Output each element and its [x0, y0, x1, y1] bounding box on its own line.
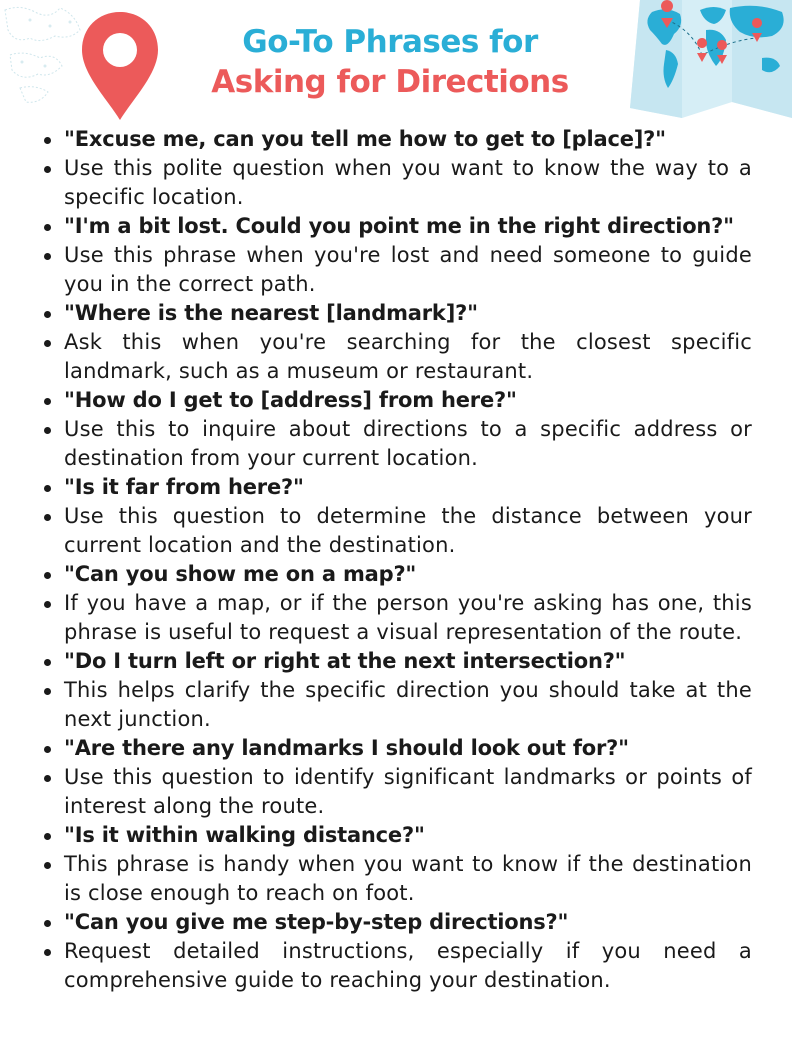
title-line-1: Go-To Phrases for [242, 24, 538, 60]
phrase-item [40, 908, 752, 937]
bullet-icon [44, 572, 51, 579]
phrase-item [40, 299, 752, 328]
phrase-text: "Can you show me on a map?" [64, 562, 417, 586]
description-text: Request detailed instructions, especially if you need a comprehensive guide to reaching your destination. [64, 939, 752, 992]
phrase-text: "How do I get to [address] from here?" [64, 388, 517, 412]
phrase-item [40, 386, 752, 415]
phrase-item [40, 212, 752, 241]
description-text: Use this to inquire about directions to a specific address or destination from your current location. [64, 417, 752, 470]
bullet-icon [44, 253, 51, 260]
description-text: Use this question to identify significant landmarks or points of interest along the route. [64, 765, 752, 818]
description-item [40, 589, 752, 647]
description-text: Use this phrase when you're lost and need someone to guide you in the correct path. [64, 243, 752, 296]
description-item [40, 415, 752, 473]
bullet-icon [44, 659, 51, 666]
phrase-item [40, 473, 752, 502]
bullet-icon [44, 398, 51, 405]
phrase-text: "I'm a bit lost. Could you point me in the right direction?" [64, 214, 734, 238]
bullet-icon [44, 775, 51, 782]
world-map-icon [622, 0, 792, 125]
description-text: If you have a map, or if the person you're asking has one, this phrase is useful to request a visual representation of the route. [64, 591, 752, 644]
phrase-item [40, 647, 752, 676]
bullet-icon [44, 601, 51, 608]
phrase-text: "Can you give me step-by-step directions?" [64, 910, 569, 934]
bullet-icon [44, 166, 51, 173]
phrase-text: "Do I turn left or right at the next intersection?" [64, 649, 626, 673]
phrase-item [40, 821, 752, 850]
bullet-icon [44, 224, 51, 231]
bullet-icon [44, 340, 51, 347]
bullet-icon [44, 949, 51, 956]
description-item [40, 676, 752, 734]
description-item [40, 154, 752, 212]
description-item [40, 937, 752, 995]
phrase-list [40, 125, 752, 995]
bullet-icon [44, 688, 51, 695]
description-item [40, 850, 752, 908]
description-item [40, 763, 752, 821]
description-item [40, 502, 752, 560]
bullet-icon [44, 920, 51, 927]
phrase-text: "Excuse me, can you tell me how to get to [place]?" [64, 127, 666, 151]
bullet-icon [44, 833, 51, 840]
bullet-icon [44, 862, 51, 869]
description-text: Use this question to determine the distance between your current location and the destination. [64, 504, 752, 557]
description-text: This helps clarify the specific direction you should take at the next junction. [64, 678, 752, 731]
description-text: Ask this when you're searching for the closest specific landmark, such as a museum or restaurant. [64, 330, 752, 383]
description-item [40, 328, 752, 386]
phrase-item [40, 125, 752, 154]
description-text: Use this polite question when you want to know the way to a specific location. [64, 156, 752, 209]
description-item [40, 241, 752, 299]
description-text: This phrase is handy when you want to know if the destination is close enough to reach on foot. [64, 852, 752, 905]
bullet-icon [44, 311, 51, 318]
bullet-icon [44, 746, 51, 753]
phrase-text: "Where is the nearest [landmark]?" [64, 301, 478, 325]
page-title [150, 22, 630, 102]
bullet-icon [44, 485, 51, 492]
bullet-icon [44, 137, 51, 144]
phrase-text: "Are there any landmarks I should look out for?" [64, 736, 629, 760]
phrase-text: "Is it far from here?" [64, 475, 304, 499]
phrase-text: "Is it within walking distance?" [64, 823, 425, 847]
phrase-item [40, 560, 752, 589]
title-line-2: Asking for Directions [211, 64, 569, 100]
phrase-item [40, 734, 752, 763]
bullet-icon [44, 427, 51, 434]
bullet-icon [44, 514, 51, 521]
